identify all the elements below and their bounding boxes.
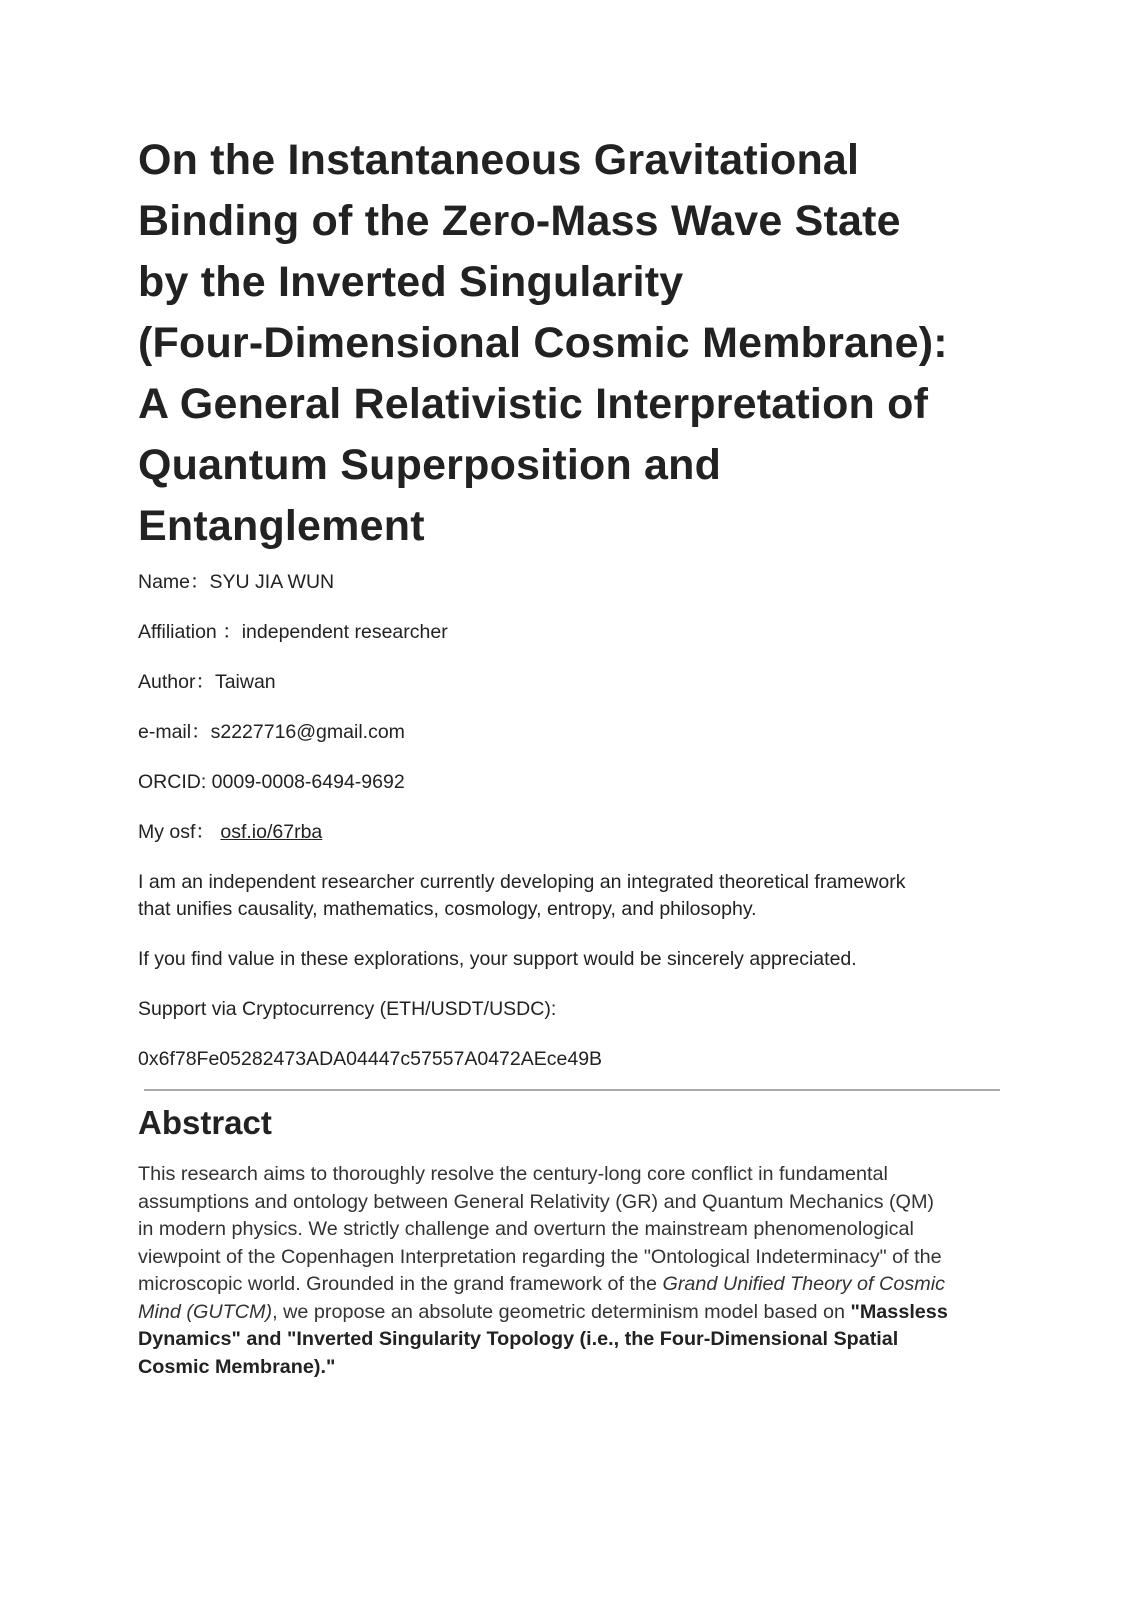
researcher-intro: [138, 869, 1000, 923]
abstract-line: This research aims to thoroughly resolve the century-long core conflict in fundamental: [138, 1163, 888, 1185]
abstract-body: [138, 1161, 1000, 1381]
author-orcid: [138, 769, 1000, 796]
section-divider: [144, 1089, 1000, 1091]
title-line: On the Instantaneous Gravitational: [138, 136, 860, 184]
title-line: Binding of the Zero-Mass Wave State: [138, 197, 901, 245]
abstract-line: [138, 1299, 1000, 1327]
author-name-label: Name：: [138, 571, 210, 593]
abstract-heading: Abstract: [138, 1104, 272, 1141]
osf-link[interactable]: osf.io/67rba: [220, 821, 323, 843]
author-osf: [138, 819, 1000, 846]
author-value: Taiwan: [214, 671, 276, 693]
author-name-value: SYU JIA WUN: [209, 571, 335, 593]
title-line: Quantum Superposition and: [138, 441, 722, 489]
author-email: [138, 719, 1000, 746]
abstract-line: [138, 1271, 1000, 1299]
title-line: A General Relativistic Interpretation of: [138, 380, 929, 428]
author-affiliation: [138, 619, 1000, 646]
intro-line: I am an independent researcher currently developing an integrated theoretical framework: [138, 871, 906, 893]
title-line: by the Inverted Singularity: [138, 258, 684, 306]
author-location: [138, 669, 1000, 696]
crypto-address: 0x6f78Fe05282473ADA04447c57557A0472AEce49B: [138, 1048, 603, 1070]
paper-title: [138, 130, 1000, 557]
key-concept: Dynamics" and "Inverted Singularity Topology (i.e., the Four-Dimensional Spatial: [138, 1328, 899, 1350]
email-value: s2227716@gmail.com: [210, 721, 405, 743]
author-name: [138, 569, 1000, 596]
key-concept: Cosmic Membrane).": [138, 1355, 336, 1378]
title-line: (Four-Dimensional Cosmic Membrane):: [138, 319, 948, 367]
abstract-line: [138, 1354, 1000, 1382]
author-label: Author：: [138, 671, 215, 693]
abstract-line: [138, 1326, 1000, 1354]
abstract-line: in modern physics. We strictly challenge and overturn the mainstream phenomenological: [138, 1218, 914, 1240]
abstract-line: assumptions and ontology between General Relativity (GR) and Quantum Mechanics (QM): [138, 1190, 935, 1213]
abstract-line: viewpoint of the Copenhagen Interpretation regarding the "Ontological Indeterminacy" of the: [138, 1245, 942, 1268]
abstract-text: , we propose an absolute geometric determinism model based on: [272, 1300, 851, 1323]
crypto-label: Support via Cryptocurrency (ETH/USDT/USDC):: [138, 998, 557, 1020]
email-label: e-mail：: [138, 721, 211, 743]
paper-page: [138, 130, 1000, 1381]
orcid-value: 0009-0008-6494-9692: [211, 771, 405, 793]
key-concept: "Massless: [850, 1300, 948, 1323]
affiliation-label: Affiliation ：: [138, 621, 242, 643]
title-line: Entanglement: [138, 502, 425, 550]
intro-line: that unifies causality, mathematics, cosmology, entropy, and philosophy.: [138, 898, 757, 920]
gutcm-title: Grand Unified Theory of Cosmic: [662, 1273, 945, 1295]
orcid-label: ORCID:: [138, 771, 212, 793]
osf-label: My osf：: [138, 821, 215, 843]
gutcm-title: Mind (GUTCM): [138, 1300, 273, 1323]
abstract-text: microscopic world. Grounded in the grand framework of the: [138, 1273, 663, 1295]
affiliation-value: independent researcher: [241, 621, 448, 643]
support-note: If you find value in these explorations, your support would be sincerely appreciated.: [138, 948, 857, 970]
